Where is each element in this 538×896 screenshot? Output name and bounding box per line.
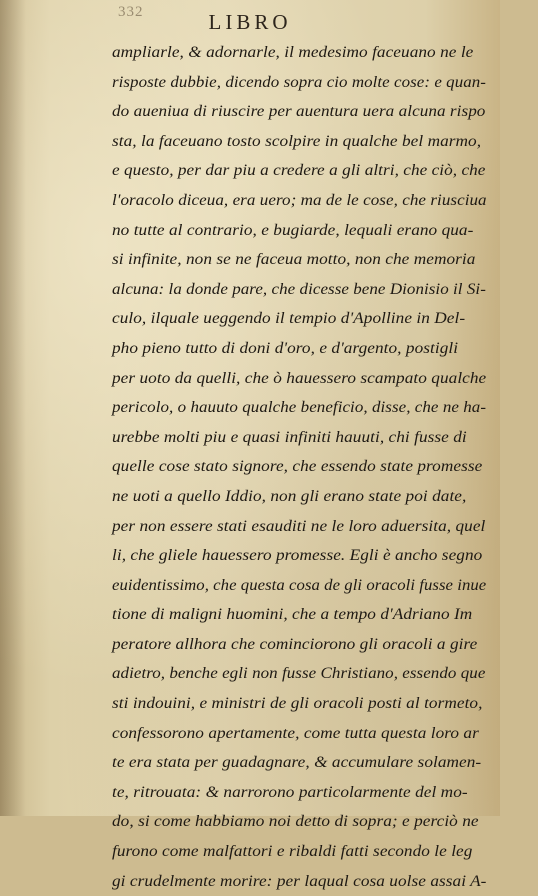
text-line: euidentissimo, che questa cosa de gli oracoli fusse inue [112,576,487,594]
text-line: do, si come habbiamo noi detto di sopra; e perciò ne [112,813,479,831]
text-line: furono come malfattori e ribaldi fatti secondo le leg [112,843,473,861]
text-line: urebbe molti piu e quasi infiniti hauuti, chi fusse di [112,428,467,446]
text-line: per uoto da quelli, che ò hauessero scampato qualche [112,369,487,387]
text-line: si infinite, non se ne faceua motto, non che memoria [112,251,476,269]
text-line: l'oracolo diceua, era uero; ma de le cose, che riusciua [112,191,487,209]
text-line: te era stata per guadagnare, & accumulare solamen- [112,754,482,772]
page-number: 332 [118,4,144,20]
text-line: sta, la faceuano tosto scolpire in qualche bel marmo, [112,132,482,150]
text-line: e questo, per dar piu a credere a gli altri, che ciò, che [112,162,486,180]
text-line: sti indouini, e ministri de gli oracoli posti al tormeto, [112,695,483,713]
text-line: confessorono apertamente, come tutta questa loro ar [112,724,479,742]
text-line: no tutte al contrario, e bugiarde, lequali erano qua- [112,221,474,239]
running-head: LIBRO [208,10,292,34]
text-line: ne uoti a quello Iddio, non gli erano state poi date, [112,487,467,505]
text-line: risposte dubbie, dicendo sopra cio molte cose: e quan- [112,73,486,91]
text-line: pho pieno tutto di doni d'oro, e d'argento, postigli [112,339,459,357]
text-line: li, che gliele hauessero promesse. Egli è ancho segno [112,547,483,565]
text-line: alcuna: la donde pare, che dicesse bene Dionisio il Si- [112,280,486,298]
text-line: per non essere stati esauditi ne le loro aduersita, quel [112,517,486,535]
text-line: adietro, benche egli non fusse Christiano, essendo que [112,665,486,683]
text-line: tione di maligni huomini, che a tempo d'Adriano Im [112,606,473,624]
text-line: culo, ilquale ueggendo il tempio d'Apolline in Del- [112,310,466,328]
text-line: quelle cose stato signore, che essendo state promesse [112,458,483,476]
gutter-shadow [0,0,26,816]
text-line: ampliarle, & adornarle, il medesimo faceuano ne le [112,44,474,61]
text-block [112,38,492,896]
text-line: peratore allhora che cominciorono gli oracoli a gire [112,635,478,653]
text-line: gi crudelmente morire: per laqual cosa uolse assai A- [112,872,487,890]
text-line: te, ritrouata: & narrorono particolarmente del mo- [112,783,468,801]
text-line: pericolo, o hauuto qualche beneficio, disse, che ne ha- [112,399,487,417]
text-line: do aueniua di riuscire per auentura uera alcuna rispo [112,103,486,121]
